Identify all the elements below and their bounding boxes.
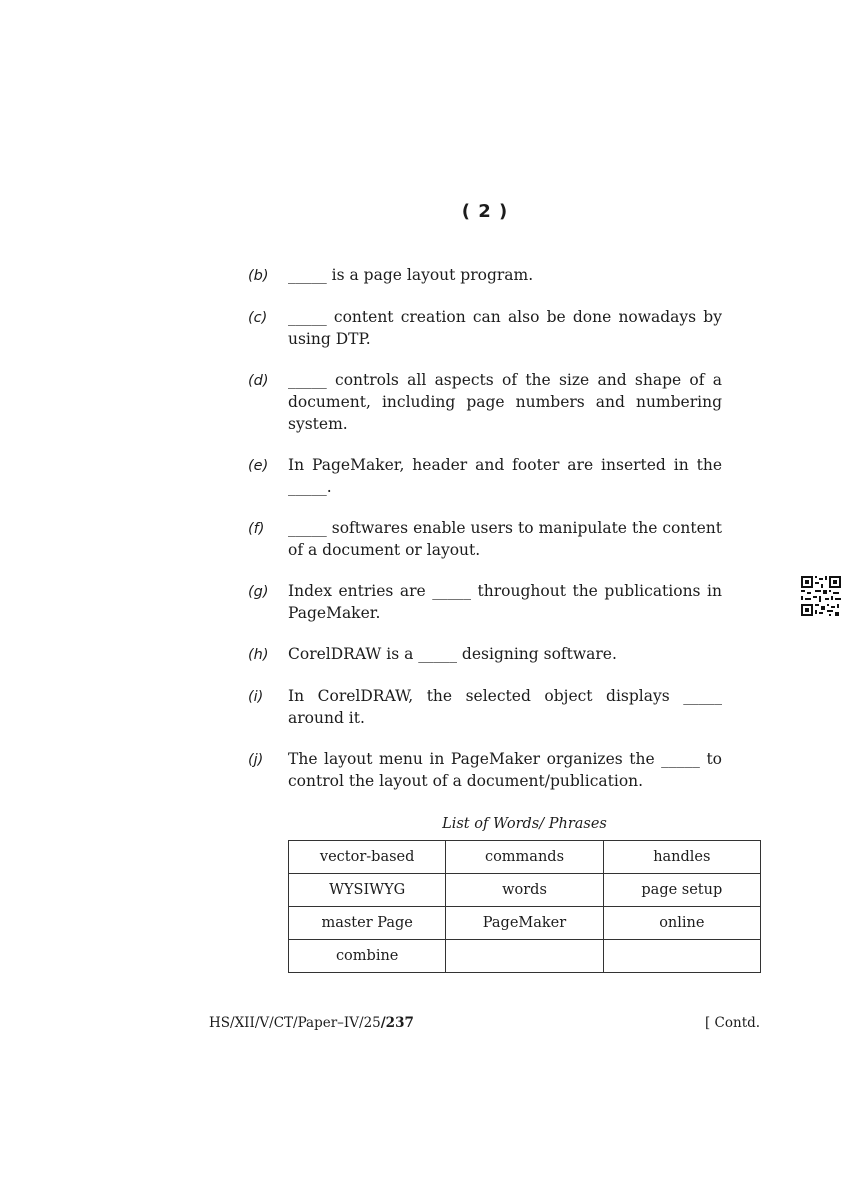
table-cell: master Page [289, 907, 446, 940]
table-cell: online [603, 907, 760, 940]
question-item [248, 643, 722, 666]
question-label: (j) [248, 752, 264, 768]
question-text: _____ softwares enable users to manipulate the content of a document or layout. [288, 519, 722, 559]
question-item [248, 264, 722, 287]
question-label: (i) [248, 689, 264, 705]
question-label: (e) [248, 458, 269, 474]
table-row [289, 940, 761, 973]
table-cell: handles [603, 841, 760, 874]
table-cell [603, 940, 760, 973]
question-text: In PageMaker, header and footer are inserted in the _____. [288, 456, 722, 496]
paper-code-suffix: /237 [380, 1015, 414, 1031]
question-text: _____ controls all aspects of the size and shape of a document, including page numbers and numbering system. [288, 371, 722, 433]
question-item [248, 454, 722, 498]
question-item [248, 369, 722, 435]
question-text: In CorelDRAW, the selected object displays _____ around it. [288, 687, 722, 727]
question-text: CorelDRAW is a _____ designing software. [288, 645, 617, 663]
question-label: (f) [248, 521, 265, 537]
table-cell: WYSIWYG [289, 874, 446, 907]
table-row [289, 874, 761, 907]
table-row [289, 907, 761, 940]
question-item [248, 748, 722, 792]
table-cell: page setup [603, 874, 760, 907]
question-item [248, 517, 722, 561]
qr-code-icon [801, 576, 841, 616]
table-row [289, 841, 761, 874]
question-item [248, 306, 722, 350]
table-cell: commands [446, 841, 603, 874]
question-item [248, 580, 722, 624]
question-label: (b) [248, 268, 269, 284]
table-cell: combine [289, 940, 446, 973]
question-item [248, 685, 722, 729]
page-number: ( 2 ) [461, 201, 509, 222]
question-label: (h) [248, 647, 269, 663]
question-text: _____ content creation can also be done nowadays by using DTP. [288, 308, 722, 348]
table-cell: vector-based [289, 841, 446, 874]
table-cell: PageMaker [446, 907, 603, 940]
question-list [248, 264, 722, 811]
question-label: (g) [248, 584, 269, 600]
contd-label: [ Contd. [705, 1015, 761, 1031]
question-text: The layout menu in PageMaker organizes the _____ to control the layout of a document/publication. [288, 750, 722, 790]
paper-code [209, 1015, 414, 1031]
question-text: _____ is a page layout program. [288, 266, 534, 284]
table-cell: words [446, 874, 603, 907]
word-list-table [288, 840, 761, 973]
word-list-caption: List of Words/ Phrases [442, 816, 607, 832]
question-label: (c) [248, 310, 268, 326]
paper-code-prefix: HS/XII/V/CT/Paper–IV/25 [209, 1015, 381, 1031]
question-label: (d) [248, 373, 269, 389]
table-cell [446, 940, 603, 973]
question-text: Index entries are _____ throughout the publications in PageMaker. [288, 582, 722, 622]
